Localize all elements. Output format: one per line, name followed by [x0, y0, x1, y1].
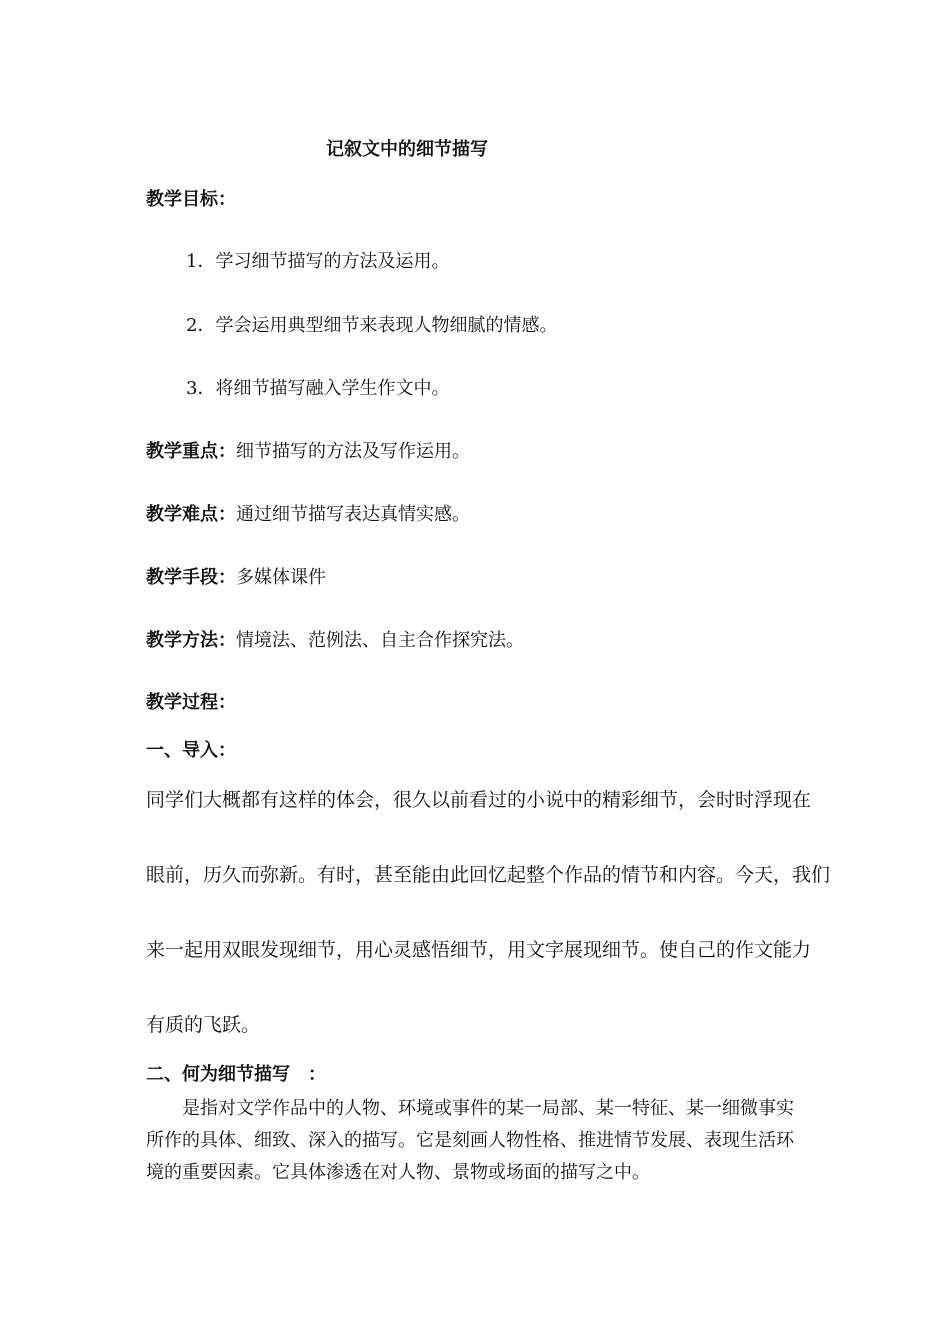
key-point-label: 教学重点： [146, 441, 236, 462]
section1-line: 来一起用双眼发现细节，用心灵感悟细节，用文字展现细节。使自己的作文能力 [146, 939, 812, 961]
means-label: 教学手段： [146, 567, 236, 588]
method-row [146, 629, 524, 653]
section1-line: 有质的飞跃。 [146, 1014, 261, 1036]
section2-body: 是指对文学作品中的人物、环境或事件的某一局部、某一特征、某一细微事实所作的具体、细致、深入的描写。它是刻画人物性格、推进情节发展、表现生活环境的重要因素。它具体渗透在对人物、景物或场面的描写之中。 [146, 1098, 794, 1183]
section2-heading: 二、何为细节描写 ： [146, 1064, 326, 1085]
section1-heading: 一、导入： [146, 740, 236, 761]
key-point-row [146, 440, 470, 464]
key-point-text: 细节描写的方法及写作运用。 [236, 441, 470, 462]
document-title: 记叙文中的细节描写 [326, 139, 488, 160]
process-label: 教学过程： [146, 692, 236, 713]
section1-line: 同学们大概都有这样的体会，很久以前看过的小说中的精彩细节，会时时浮现在 [146, 789, 812, 811]
section1-line: 眼前，历久而弥新。有时，甚至能由此回忆起整个作品的情节和内容。今天，我们 [146, 864, 831, 886]
method-text: 情境法、范例法、自主合作探究法。 [236, 630, 524, 651]
difficulty-row [146, 503, 470, 527]
objective-item: 2．学会运用典型细节来表现人物细腻的情感。 [186, 315, 558, 336]
means-row [146, 566, 326, 590]
objective-item: 3．将细节描写融入学生作文中。 [186, 378, 450, 399]
objectives-label: 教学目标： [146, 189, 236, 210]
difficulty-label: 教学难点： [146, 504, 236, 525]
means-text: 多媒体课件 [236, 567, 326, 588]
objective-item: 1．学习细节描写的方法及运用。 [186, 251, 450, 272]
difficulty-text: 通过细节描写表达真情实感。 [236, 504, 470, 525]
method-label: 教学方法： [146, 630, 236, 651]
